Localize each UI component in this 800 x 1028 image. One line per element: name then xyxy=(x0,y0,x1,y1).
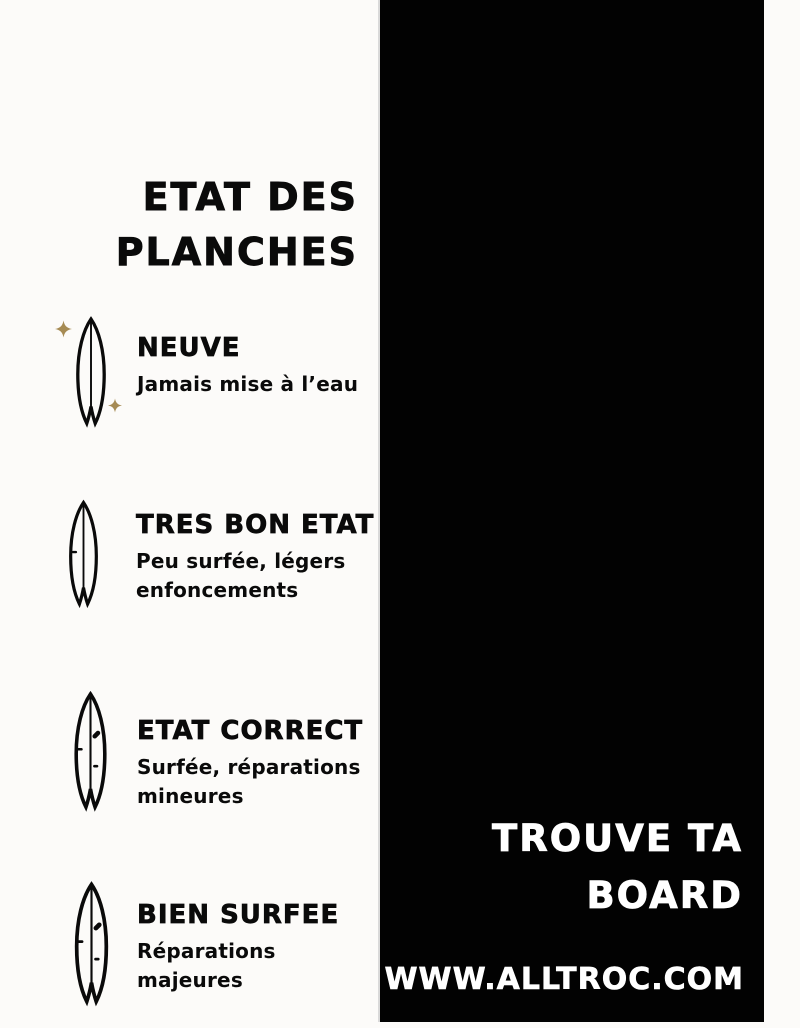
surfboard-one-ding-icon xyxy=(66,492,101,618)
condition-name: TRES BON ETAT xyxy=(136,510,375,540)
headline-line1: TROUVE TA xyxy=(491,817,743,860)
sparkle-icon xyxy=(55,320,72,338)
headline-line2: BOARD xyxy=(586,874,743,917)
website-url: WWW.ALLTROC.COM xyxy=(384,962,744,997)
sparkle-icon xyxy=(108,398,122,413)
condition-bien-surfee xyxy=(137,900,382,995)
page-title-line2: PLANCHES xyxy=(115,230,358,274)
surfboard-sparkling-icon xyxy=(73,312,109,434)
condition-tres-bon-etat xyxy=(136,510,381,605)
condition-description: Peu surfée, légers enfoncements xyxy=(136,549,346,602)
surfboard-dings-icon xyxy=(71,881,112,1009)
condition-neuve xyxy=(137,333,382,399)
condition-description: Jamais mise à l’eau xyxy=(137,372,359,396)
surfboard-dings-icon xyxy=(71,689,110,816)
right-black-panel xyxy=(378,0,764,1022)
condition-name: ETAT CORRECT xyxy=(137,716,364,746)
condition-etat-correct xyxy=(137,716,382,811)
page-title xyxy=(0,170,358,280)
condition-description: Surfée, réparations mineures xyxy=(137,755,361,808)
condition-name: BIEN SURFEE xyxy=(137,900,340,930)
headline xyxy=(492,810,743,924)
condition-description: Réparations majeures xyxy=(137,939,276,992)
page-title-line1: ETAT DES xyxy=(142,175,358,219)
condition-name: NEUVE xyxy=(137,333,241,363)
